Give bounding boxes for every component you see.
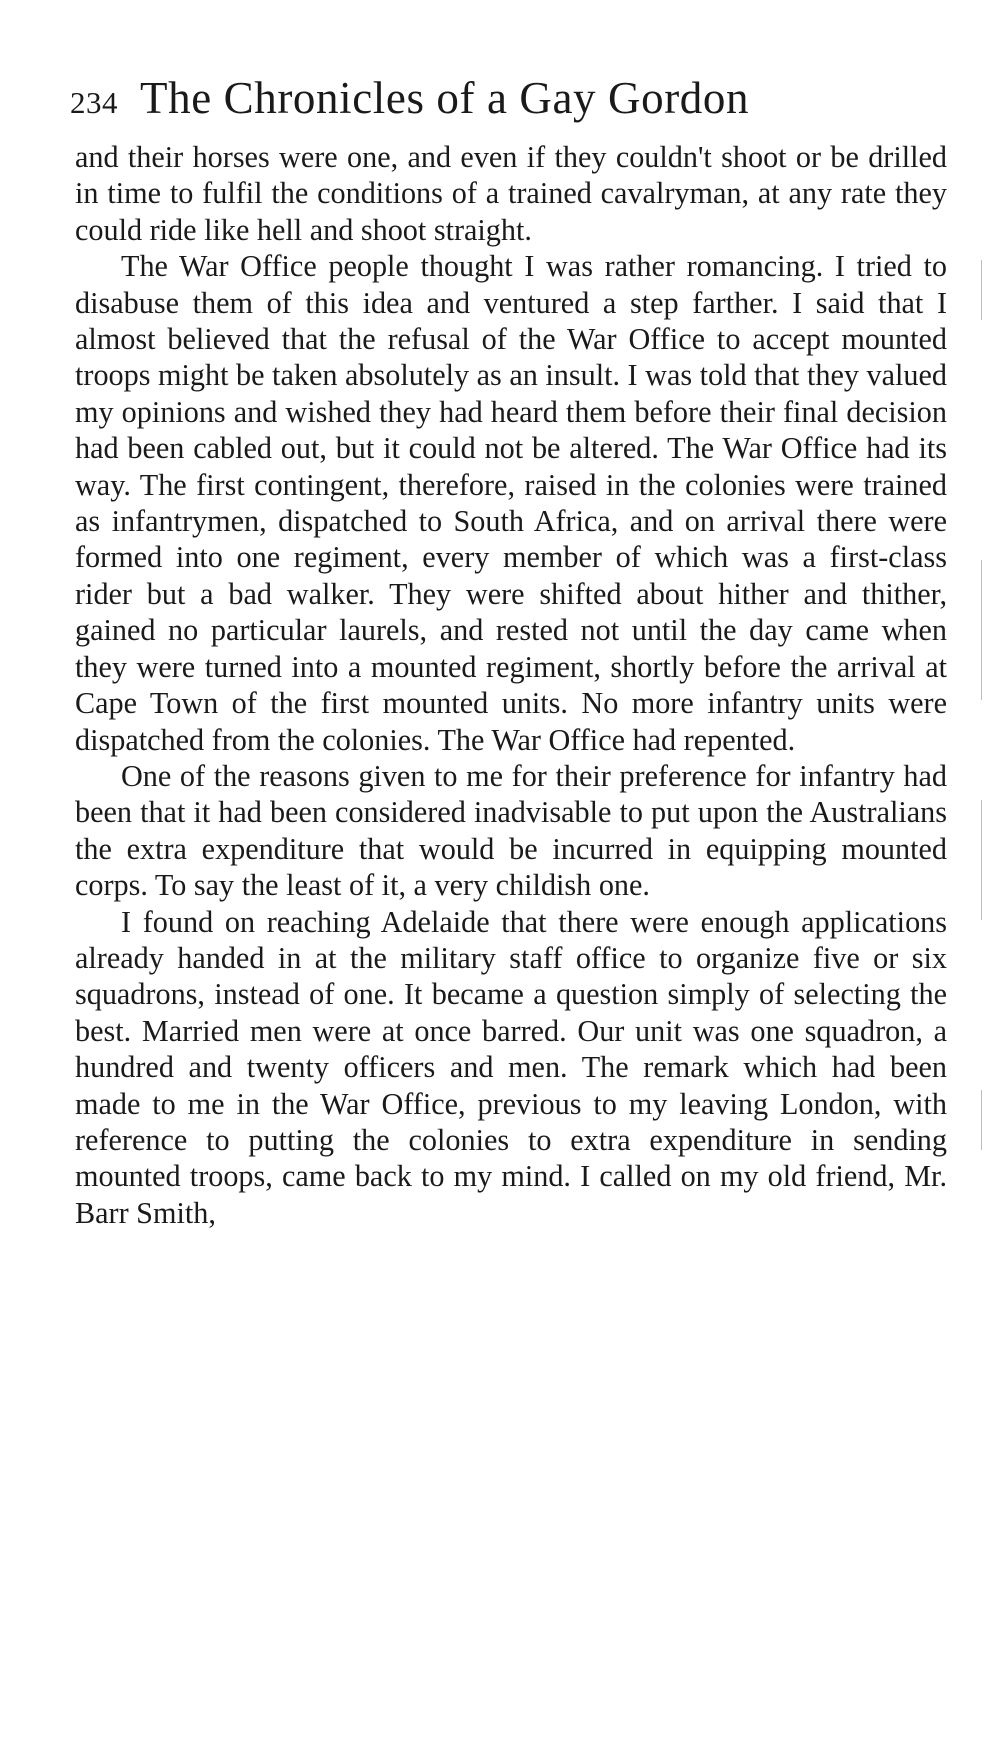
page-edge-mark (981, 1090, 982, 1150)
body-text (75, 139, 947, 1231)
page-edge-mark (981, 260, 982, 320)
page-edge-mark (981, 560, 982, 700)
page-edge-mark (981, 800, 982, 920)
paragraph: I found on reaching Adelaide that there were enough applications already handed in at the military staff office to organize five or six squadrons, instead of one. It became a question simply of selecting the best. Married men were at once barred. Our unit was one squadron, a hundred and twenty officers and men. The remark which had been made to me in the War Office, previous to my leaving London, with reference to putting the colonies to extra expenditure in sending mounted troops, came back to my mind. I called on my old friend, Mr. Barr Smith, (75, 904, 947, 1230)
paragraph: One of the reasons given to me for their preference for infantry had been that it had been considered inadvisable to put upon the Australians the extra expenditure that would be incurred in equipping mounted corps. To say the least of it, a very childish one. (75, 758, 947, 903)
running-title: The Chronicles of a Gay Gordon (140, 73, 750, 123)
paragraph: The War Office people thought I was rather romancing. I tried to disabuse them of this idea and ventured a step farther. I said that I almost believed that the refusal of the War Office to accept mounted troops might be taken absolutely as an insult. I was told that they valued my opinions and wished they had heard them before their final decision had been cabled out, but it could not be altered. The War Office had its way. The first contingent, therefore, raised in the colonies were trained as infantrymen, dispatched to South Africa, and on arrival there were formed into one regiment, every member of which was a first-class rider but a bad walker. They were shifted about hither and thither, gained no particular laurels, and rested not until the day came when they were turned into a mounted regiment, shortly before the arrival at Cape Town of the first mounted units. No more infantry units were dispatched from the colonies. The War Office had repented. (75, 249, 947, 757)
page-header (70, 72, 950, 132)
paragraph-continued: and their horses were one, and even if they couldn't shoot or be drilled in time to fulfil the conditions of a trained cavalryman, at any rate they could ride like hell and shoot straight. (75, 140, 947, 247)
page-number: 234 (70, 85, 118, 120)
